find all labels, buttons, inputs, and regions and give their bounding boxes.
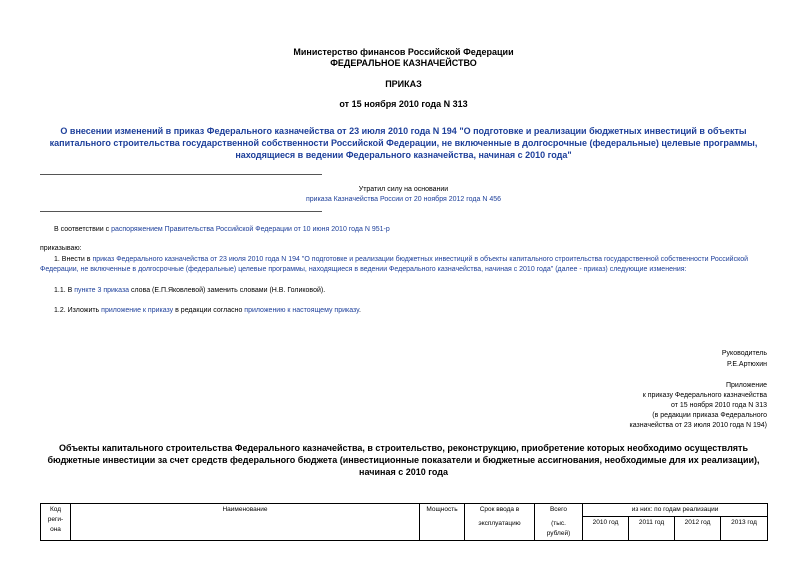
- col-region-code: Код реги- она: [41, 504, 71, 541]
- divider-top: [40, 174, 322, 175]
- col-years-header: из них: по годам реализации: [583, 504, 768, 517]
- col-year-2012: 2012 год: [675, 517, 721, 541]
- doc-date-number: от 15 ноября 2010 года N 313: [339, 99, 468, 109]
- appendix-to-this-order-link[interactable]: приложению к настоящему приказу: [244, 307, 359, 314]
- col-year-2011: 2011 год: [629, 517, 675, 541]
- appendix-title: Объекты капитального строительства Федерального казначейства, в строительство, реконструкцию, приобретение которых необходимо осуществлять бюджетные инвестиции за счет средств федерального бюджета (инвестиционные показатели и бюджетные ассигнования, необходимые для их реализации), начиная с 2010 года: [47, 443, 760, 477]
- paragraph-1-2: 1.2. Изложить приложение к приказу в редакции согласно приложению к настоящему приказу.: [54, 307, 361, 314]
- paragraph-1: 1. Внести в приказ Федерального казначейства от 23 июля 2010 года N 194 "О подготовке и реализации бюджетных инвестиций в объекты капитального строительства государственной собственности Российской Федерации, не включенные в долгосрочные (федеральные) целевые программы, находящиеся в ведении Федерального казначейства, начиная с 2010 года" (далее - приказ) следующие изменения:: [40, 256, 749, 273]
- lost-force-basis-link[interactable]: приказа Казначейства России от 20 ноября 2012 года N 456: [305, 196, 502, 203]
- col-year-2013: 2013 год: [721, 517, 768, 541]
- lost-force-label: Утратил силу на основании: [358, 186, 449, 193]
- title-line2: капитального строительства государственной собственности Российской Федерации, не включенные в долгосрочные (федеральные) целевые программы,: [49, 138, 758, 148]
- signature-position: Руководитель: [721, 350, 767, 357]
- col-name: Наименование: [71, 504, 420, 541]
- col-year-2010: 2010 год: [583, 517, 629, 541]
- order-word: приказываю:: [40, 245, 82, 252]
- appendix-block: Приложение к приказу Федерального казначейства от 15 ноября 2010 года N 313 (в редакции приказа Федерального казначейства от 23 июля 2010 года N 194): [629, 382, 767, 429]
- col-total: Всего (тыс. рублей): [535, 504, 583, 541]
- ministry-heading: Министерство финансов Российской Федерации: [293, 47, 514, 57]
- accordance-paragraph: В соответствии с распоряжением Правительства Российской Федерации от 10 июня 2010 года N 951-р: [54, 226, 390, 233]
- title-prefix: О внесении изменений в: [60, 126, 174, 136]
- signature-name: Р.Е.Артюхин: [727, 361, 767, 368]
- government-order-951-link[interactable]: распоряжением Правительства Российской Федерации от 10 июня 2010 года N 951-р: [111, 226, 390, 233]
- divider-bottom: [40, 211, 322, 212]
- appendix-to-order-link[interactable]: приложение к приказу: [101, 307, 174, 314]
- treasury-heading: ФЕДЕРАЛЬНОЕ КАЗНАЧЕЙСТВО: [330, 58, 477, 68]
- col-capacity: Мощность: [420, 504, 465, 541]
- col-term: Срок ввода в эксплуатацию: [465, 504, 535, 541]
- title-line1-rest: "О подготовке и реализации бюджетных инвестиций в объекты: [456, 126, 747, 136]
- p1-order-194-link[interactable]: приказ Федерального казначейства от 23 июля 2010 года N 194: [92, 256, 300, 263]
- clause-3-link[interactable]: пункте 3 приказа: [74, 287, 130, 294]
- title-line3: находящиеся в ведении Федерального казначейства, начиная с 2010 года": [235, 150, 572, 160]
- document-title: [0, 125, 807, 161]
- title-order-194-link[interactable]: приказ Федерального казначейства от 23 июля 2010 года N 194: [173, 126, 457, 136]
- objects-table: [40, 503, 768, 541]
- doc-type-heading: ПРИКАЗ: [385, 79, 422, 89]
- paragraph-1-1: 1.1. В пункте 3 приказа слова (Е.П.Яковлевой) заменить словами (Н.В. Голиковой).: [54, 287, 326, 294]
